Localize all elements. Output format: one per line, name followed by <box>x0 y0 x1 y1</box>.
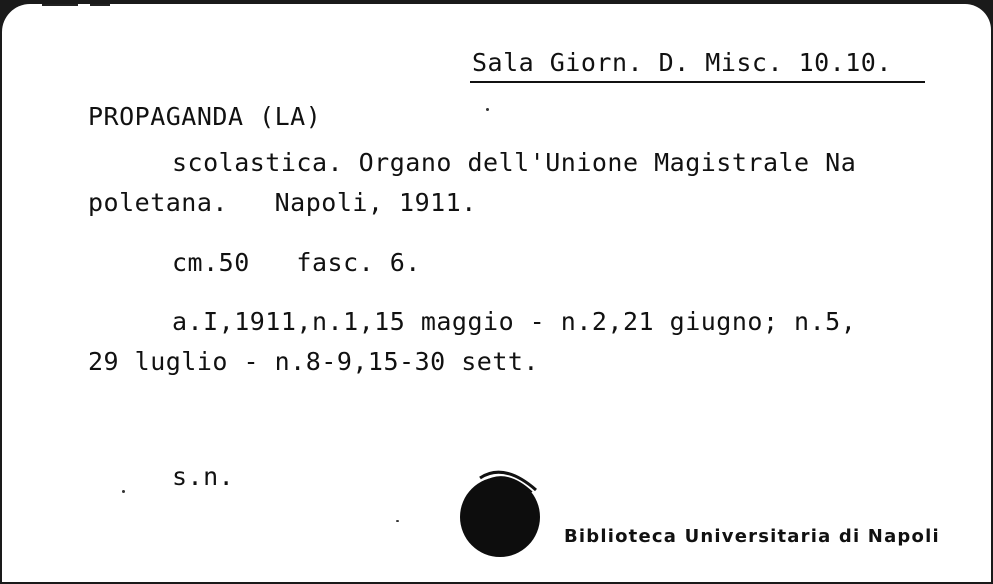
format-line: cm.50 fasc. 6. <box>172 248 421 277</box>
shelfmark: Sala Giorn. D. Misc. 10.10. <box>472 48 892 77</box>
paper-speck <box>122 490 125 493</box>
card-edge-mark <box>90 4 110 6</box>
shelfmark-underline <box>470 81 925 83</box>
library-stamp-text: Biblioteca Universitaria di Napoli <box>564 526 940 547</box>
holdings-line: 29 luglio - n.8-9,15-30 sett. <box>88 347 539 376</box>
paper-speck <box>396 520 399 522</box>
paper-speck <box>486 108 489 111</box>
notes-line: s.n. <box>172 462 235 491</box>
title-heading: PROPAGANDA (LA) <box>88 102 322 131</box>
card-edge-mark <box>42 4 78 6</box>
library-stamp-seal <box>460 477 540 557</box>
catalog-card <box>2 4 991 582</box>
description-line: poletana. Napoli, 1911. <box>88 188 477 217</box>
holdings-line: a.I,1911,n.1,15 maggio - n.2,21 giugno; n.5, <box>172 307 857 336</box>
description-line: scolastica. Organo dell'Unione Magistrale Na <box>172 148 857 177</box>
